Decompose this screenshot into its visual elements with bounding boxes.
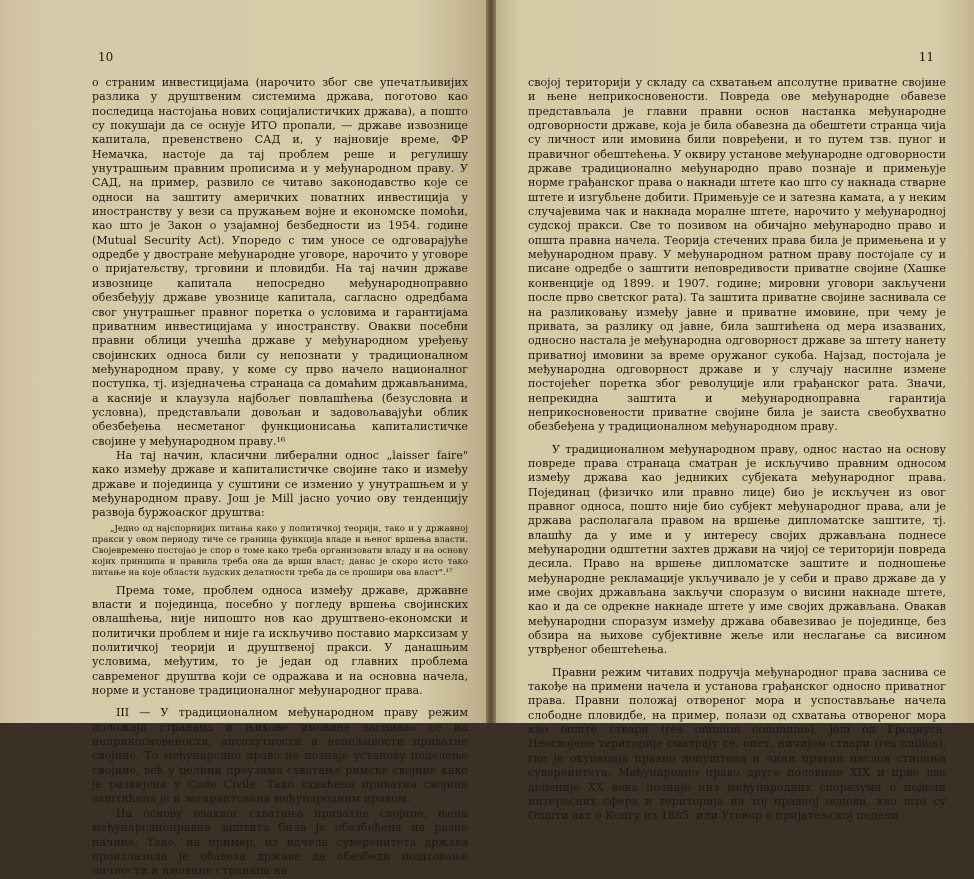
paragraph: Правни режим читавих подручја међународног права заснива се такође на примени начела и установа грађанског односно приватног права. Правни положај отвореног мора и успостављање начела слободне пловидбе, на пример, полази од схватања отвореног мора као опште ствари (res omnium communis), још од Гроциуса. Неосвојене територије сматрају се, опет, ничијом ствари (res nullius), где је окупација правно допуштена и чини правни наслов стицања суверенитета. Међународно право друге половине XIX и прве две деценије XX века познаје низ међународних споразума о подели интересних сфера и територија на тој правној основи, као што су Општи акт о Конгу из 1885. или Уговор о пријатељској подели	[528, 665, 946, 823]
right-page-body	[528, 76, 946, 824]
paragraph: У традиционалном међународном праву, однос настао на основу повреде права странаца сматран је искључиво правним односом између држава као једниких субјеката међународног права. Појединац (физичко или правно лице) био је искључен из овог правног односа, пошто није био субјект међународног права, али је држава располагала правом на вршење дипломатске заштите, тј. влашћу да у име и у интересу својих држављана поднесе међународни одштетни захтев држави на чијој се територији повреда десила. Право на вршење дипломатске заштите и подношење међународне рекламације укључивало је у себи и право државе да у име својих држављана закључи споразум о висини накнаде штете, као и да се одрекне накнаде штете у име својих држављана. Овакав међународни споразум између држава обавезивао је појединце, без обзира на њихове субјективне жеље или неслагање са висином утврђеног обештећења.	[528, 442, 946, 657]
left-page-body	[92, 76, 468, 879]
paragraph: III — У традиционалном међународном праву режим положаја странаца и њихове имовине заснивао се на неприкосновености, апсолутности и недељивости приватне својине. То међународно право не познаје установу поделење својине, већ у целини преузима схватање римске својине како је развијена у Code Civile. Тако схваћена приватна својина заштићена је и загарантована међународним правом.	[92, 706, 468, 806]
paragraph: На основу оваквог схватања приватне својине, њена међународноправна заштита била је обезбеђена на разне начине. Тако, на пример, из начела суверенитета држава произлазила је обавеза државе да обезбеди поштовање личности и имовине странаца на	[92, 806, 468, 878]
block-quote: „Једно од најспорнијих питања како у политичкој теорији, тако и у државној пракси у овом периоду тиче се граница функција владе и њеног вршења власти. Својевремено постојао је спор о томе како треба организовати владу и на основу којих принципа и правила треба она да врши власт; данас је скоро исто тако питање на које области људских делатности треба да се прошири ова власт".¹⁷	[92, 523, 468, 579]
paragraph: о страним инвестицијама (нарочито због све упечатљивијих разлика у друштвеним системима држава, поготово као последица настојања нових социјалистичких држава), а пошто су покушаји да се оснује ИТО пропали, — државе извознице капитала, превенствено САД и, у најновије време, ФР Немачка, настоје да тај проблем реше и регулишу унутрашњим правним прописима и у међународном праву. У САД, на пример, развило се читаво законодавство које се односи на заштиту америчких поватних инвестиција у иностранству у вези са пружањем војне и економске помоћи, као што је Закон о узајамној безбедности из 1954. године (Mutual Security Act). Упоредо с тим уносе се одговарајуће одредбе у двостране међународне уговоре, нарочито у уговоре о пријатељству, трговини и пловидби. На тај начин државе извознице капитала непосредно међународноправно обезбеђују државе увознице капитала, сагласно одредбама свог унутрашњег правног поретка о условима и гарантијама приватним инвестицијама у иностранству. Овакви посебни правни облици учешћа државе у међународном уређењу својинских односа били су непознати у традиционалном међународном праву, у коме су прво начело националног поступка, тј. изједначења странаца са домаћим држављанима, а касније и клаузула најбољег повлашћења (безусловна и условна), представљали довољан и задовољавајући облик обезбеђења несметаног функционисања капиталистичке својине у међународном праву.¹⁶	[92, 76, 468, 448]
paragraph: Према томе, проблем односа између државе, државне власти и појединца, посебно у погледу вршења својинских овлашћења, није нипошто нов као друштвено-економски и политички проблем и није га искључиво поставио марксизам у политичкој теорији и друштвеној пракси. У данашњим условима, међутим, то је један од главних проблема савременог друштва који се одражава и на основна начела, норме и установе традиционалног међународног права.	[92, 583, 468, 698]
right-page	[490, 0, 974, 823]
book-gutter	[486, 0, 496, 723]
left-page-number: 10	[98, 50, 114, 64]
right-page-number: 11	[918, 50, 934, 64]
paragraph: својој територији у складу са схватањем апсолутне приватне својине и њене неприкосновености. Повреда ове међународне обавезе представљала је главни правни основ настанка међународне одговорности државе, која је била обавезна да обештети странца чија су личност или имовина били повређени, и то путем тзв. пуног и правичног обештећења. У оквиру установе међународне одговорности државе традиционално међународно право познаје и примењује норме грађанског права о накнади штете као што су накнада стварне штете и изгубљене добити. Примењује се и затезна камата, а у неким случајевима чак и накнада моралне штете, нарочито у међународној судској пракси. Све то позивом на обичајно међународно право и општа правна начела. Теорија стечених права била је примењена и у међународном праву. У међународном ратном праву постојале су и писане одредбе о заштити неповредивости приватне својине (Хашке конвенције од 1899. и 1907. године; мировни уговори закључени после прво светског рата). Та заштита приватне својине заснивала се на разликовању између јавне и приватне имовине, при чему је привата, за разлику од јавне, била заштићена од мера изазваних, односно настала је међународна одговорност државе за штету нанету приватној имовини за време оружаног сукоба. Најзад, постојала је међународна одговорност државе и у случају насилне измене постојећег поретка због револуције или грађанског рата. Значи, непрекидна заштита и међународноправна гарантија неприкосновености приватне својине била је заиста свеобухватно обезбеђена у традиционалном међународном праву.	[528, 76, 946, 434]
paragraph: На тај начин, класични либерални однос „laisser faire" како између државе и капиталистичке својине тако и између државе и појединца у суштини се изменио у унутрашњем и у међународном праву. Још је Mill јасно уочио ову тенденцију развоја буржоаског друштва:	[92, 448, 468, 520]
